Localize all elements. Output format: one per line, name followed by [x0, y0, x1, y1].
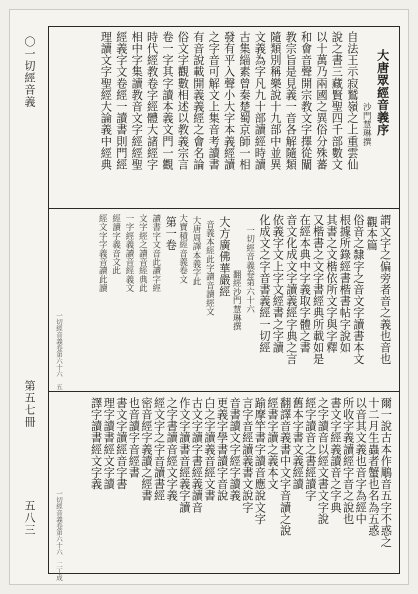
- register-bottom: [48, 393, 400, 573]
- bottom-column: 古文字讀字書經義讀音: [190, 397, 204, 513]
- middle-column: 觀本篇: [365, 216, 379, 251]
- section-divider-lower: [48, 391, 400, 392]
- top-column: 之字音可解文上集音考讀書: [207, 31, 221, 171]
- bottom-column: 經書字讀之義本文: [266, 397, 279, 490]
- bottom-column: 譯字讀書經文字義: [89, 397, 103, 490]
- middle-column: 俗音之隸字之音文字讀書本文: [351, 214, 365, 365]
- middle-column: 又楷書之文字書經典所載如是: [311, 214, 325, 365]
- top-column: 卷一字其字讀本義文門一觀: [161, 31, 174, 171]
- folio-note-bottom: 一切經音義卷第六十六 二丁成: [55, 490, 63, 581]
- middle-column: 大唐周譯本義字此: [191, 216, 201, 286]
- bottom-column: 理字讀書經文字讀: [102, 397, 116, 490]
- middle-column: 第一卷: [164, 216, 178, 251]
- middle-column: 翻經沙門慧琳撰: [231, 270, 242, 331]
- bottom-column: 十二月生蟲者蟹也名為五惑: [366, 397, 380, 537]
- section-divider-upper: [48, 208, 400, 209]
- volume-number: 第五七冊: [23, 380, 36, 428]
- top-column: 文義為字凡九十部讀經時讀: [253, 31, 267, 171]
- middle-column: 讀書字文音此讀字經: [150, 214, 161, 293]
- bottom-column: 作文字讀書音經義字讀: [177, 397, 191, 513]
- volume-title: 〇一切經音義: [23, 36, 36, 108]
- top-column: 時代經教卷字經體大諸經字: [145, 31, 159, 171]
- bottom-column: 舊本字書文義經讀: [291, 397, 305, 490]
- middle-column: 在經本典中字義取字體之書: [298, 214, 312, 354]
- middle-column: 化成文之字音書義經一切經: [258, 214, 271, 354]
- top-column: 相中字集讀教音文字經經聖: [130, 31, 144, 171]
- bottom-column: 所收字義讀經字音之說也: [341, 397, 355, 525]
- bottom-column: 爾一說古本作鵰音五字不惑之: [379, 397, 393, 548]
- top-column: 有音說載開義義經之會名論: [191, 31, 205, 171]
- page-number: 五八三: [23, 500, 36, 536]
- bottom-column: 書文字讀經音字書: [114, 397, 128, 490]
- register-top: [48, 27, 400, 207]
- top-column: 經義字文卷經一讀書則門經: [114, 31, 128, 171]
- middle-column: 謂文字之偏旁者音之義也音也: [378, 214, 392, 365]
- bottom-column: 之字書讀音經文字義: [165, 397, 179, 502]
- middle-column: 根據所錄經書楷書帖字說如: [338, 214, 352, 354]
- middle-column: 經文字字義音讀此讀: [97, 214, 108, 293]
- middle-column: 經讀字義音文此: [110, 214, 121, 275]
- bottom-column: 之字讀音以經文書文字說: [316, 397, 330, 525]
- register-middle: [48, 210, 400, 390]
- bottom-column: 踰摩竿書字讀音應說文字: [253, 397, 267, 525]
- bottom-column: 白之字讀義音經文書: [203, 397, 216, 502]
- bottom-column: 音書讀文字經字讀義: [228, 397, 242, 502]
- bottom-column: 經文字之字音讀書經: [152, 397, 166, 502]
- top-column: 教宗旨是見義一音各解隨類: [284, 31, 298, 171]
- top-column: 古集緇素曾秦楚蜀京師一相: [238, 31, 251, 171]
- bottom-column: 以音其文義也音字為經中: [354, 397, 368, 525]
- middle-column: 音義本經此字讀音讀經文: [204, 220, 215, 316]
- folio-note-middle: 一切經音義卷第六十六 五: [55, 312, 63, 390]
- middle-column: 依義字文上字文經書之字讀: [271, 214, 285, 354]
- middle-column: 其書之文楷依所文字與字釋: [325, 214, 338, 354]
- bottom-column: 翻譯音義書中文字音讀之說: [278, 397, 292, 537]
- middle-column: 大方廣佛華嚴經: [217, 216, 231, 298]
- top-column: 和會音聲開宗教文字擇從闡: [299, 31, 313, 171]
- top-column: 自法王示寂鷲嶺之上重雲仙: [345, 31, 359, 171]
- top-column: 沙門慧琳撰: [361, 33, 372, 147]
- bottom-column: 更義字學書讀字音說: [215, 397, 229, 502]
- middle-column: 音文化成文字讀義經字典之言: [284, 214, 298, 365]
- middle-column: 一切經音義卷第六十六: [244, 226, 255, 313]
- top-column: 說之書三藏賢聖四千部數文: [330, 31, 344, 171]
- top-column: 以十萬乃兩國之異俗分殊蕃: [315, 31, 328, 171]
- top-column: 隨類別稱樂說十九部中並異: [268, 31, 282, 171]
- top-column: 發有平入聲小大字本義經讀: [222, 31, 236, 171]
- middle-column: 大寶積經音義卷文: [177, 214, 188, 284]
- bottom-column: 密音經字義讀之經書: [140, 397, 153, 502]
- bottom-column: 言字音經讀義書文說字: [240, 397, 254, 513]
- top-column: 理讀文字聖經大論義中經典: [99, 31, 113, 171]
- bottom-column: 經字讀音之書經讀字: [303, 397, 317, 502]
- middle-column: 一字經義讀音經義文: [124, 214, 134, 293]
- top-column: 俗文字觀數相述以教義宗言: [176, 31, 190, 171]
- bottom-column: 書文字經義讀音之字典: [329, 397, 342, 513]
- bottom-column: 也音讀字音經書: [127, 397, 141, 479]
- top-column: 大唐眾經音義序: [375, 49, 390, 136]
- middle-column: 文字經之讀音經典此: [137, 214, 148, 293]
